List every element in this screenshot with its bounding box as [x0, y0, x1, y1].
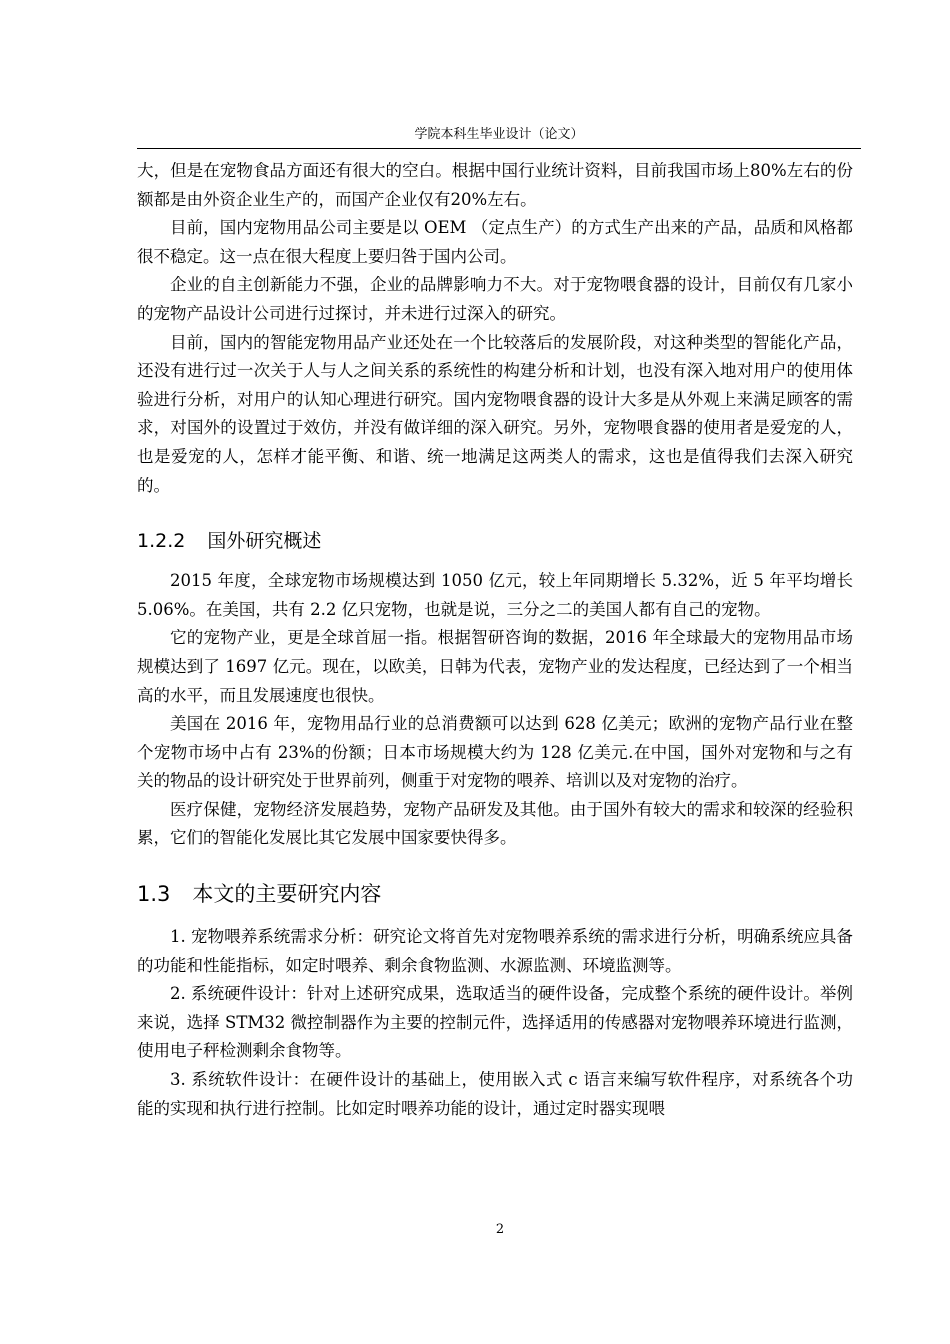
- paragraph: 1. 宠物喂养系统需求分析：研究论文将首先对宠物喂养系统的需求进行分析，明确系统应具备的功能和性能指标，如定时喂养、剩余食物监测、水源监测、环境监测等。: [137, 927, 853, 975]
- paragraph: 3. 系统软件设计：在硬件设计的基础上，使用嵌入式 c 语言来编写软件程序，对系统各个功能的实现和执行进行控制。比如定时喂养功能的设计，通过定时器实现喂: [137, 1070, 853, 1118]
- paragraph: 目前，国内宠物用品公司主要是以 OEM （定点生产）的方式生产出来的产品，品质和风格都很不稳定。这一点在很大程度上要归咎于国内公司。: [137, 218, 853, 266]
- section-heading-1-3: [137, 879, 853, 909]
- section-title: 本文的主要研究内容: [192, 882, 382, 907]
- section-number: 1.2.2: [137, 530, 186, 553]
- header-title: 学院本科生毕业设计（论文）: [414, 127, 584, 142]
- paragraph: 目前，国内的智能宠物用品产业还处在一个比较落后的发展阶段，对这种类型的智能化产品，还没有进行过一次关于人与人之间关系的系统性的构建分析和计划，也没有深入地对用户的使用体验进行分析，对用户的认知心理进行研究。国内宠物喂食器的设计大多是从外观上来满足顾客的需求，对国外的设置过于效仿，并没有做详细的深入研究。另外，宠物喂食器的使用者是爱宠的人，也是爱宠的人，怎样才能平衡、和谐、统一地满足这两类人的需求，这也是值得我们去深入研究的。: [137, 332, 853, 495]
- page-number: 2: [495, 1222, 505, 1237]
- paragraph: 它的宠物产业，更是全球首屈一指。根据智研咨询的数据，2016 年全球最大的宠物用品市场规模达到了 1697 亿元。现在，以欧美，日韩为代表，宠物产业的发达程度，已经达到了一个相当高的水平，而且发展速度也很快。: [137, 628, 853, 705]
- paragraph: 2015 年度，全球宠物市场规模达到 1050 亿元，较上年同期增长 5.32%，近 5 年平均增长 5.06%。在美国，共有 2.2 亿只宠物，也就是说，三分之二的美国人都有自己的宠物。: [137, 571, 853, 619]
- page-header: [137, 126, 861, 149]
- paragraph: 大，但是在宠物食品方面还有很大的空白。根据中国行业统计资料，目前我国市场上80%左右的份额都是由外资企业生产的，而国产企业仅有20%左右。: [137, 161, 853, 209]
- section-title: 国外研究概述: [207, 530, 322, 553]
- section-number: 1.3: [137, 882, 171, 907]
- paragraph: 美国在 2016 年，宠物用品行业的总消费额可以达到 628 亿美元；欧洲的宠物产品行业在整个宠物市场中占有 23%的份额；日本市场规模大约为 128 亿美元.在中国，国外对宠物和与之有关的物品的设计研究处于世界前列，侧重于对宠物的喂养、培训以及对宠物的治疗。: [137, 714, 853, 791]
- section-heading-1-2-2: [137, 527, 853, 555]
- paragraph: 企业的自主创新能力不强，企业的品牌影响力不大。对于宠物喂食器的设计，目前仅有几家小的宠物产品设计公司进行过探讨，并未进行过深入的研究。: [137, 275, 853, 323]
- document-body: [137, 157, 853, 1123]
- paragraph: 医疗保健，宠物经济发展趋势，宠物产品研发及其他。由于国外有较大的需求和较深的经验积累，它们的智能化发展比其它发展中国家要快得多。: [137, 799, 853, 848]
- paragraph: 2. 系统硬件设计：针对上述研究成果，选取适当的硬件设备，完成整个系统的硬件设计。举例来说，选择 STM32 微控制器作为主要的控制元件，选择适用的传感器对宠物喂养环境进行监测，使用电子秤检测剩余食物等。: [137, 984, 853, 1061]
